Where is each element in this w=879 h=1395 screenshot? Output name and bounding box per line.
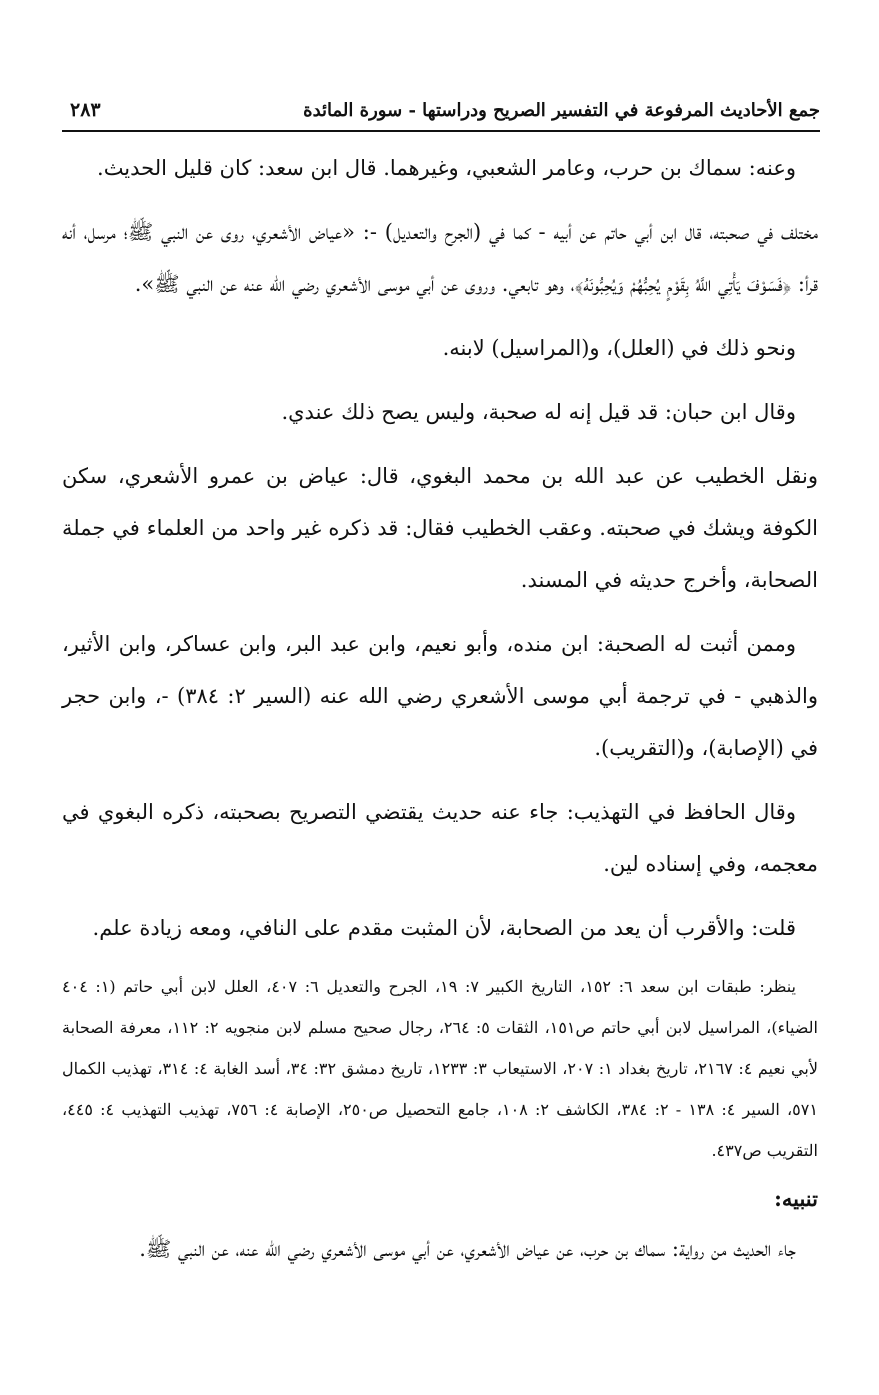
paragraph-ibn-hibban: وقال ابن حبان: قد قيل إنه له صحبة، وليس يصح ذلك عندي. [281, 400, 796, 424]
paragraph-ilal-marasil: ونحو ذلك في (العلل)، و(المراسيل) لابنه. [442, 336, 796, 360]
page-body [62, 142, 818, 1287]
paragraph-conclusion: قلت: والأقرب أن يعد من الصحابة، لأن المثبت مقدم على النافي، ومعه زيادة علم. [92, 916, 796, 940]
paragraph-tahdhib: وقال الحافظ في التهذيب: جاء عنه حديث يقتضي التصريح بصحبته، ذكره البغوي في معجمه، وفي إسناده لين. [62, 800, 818, 876]
paragraph-affirmers: وممن أثبت له الصحبة: ابن منده، وأبو نعيم، وابن عبد البر، وابن عساكر، وابن الأثير، والذهبي - في ترجمة أبي موسى الأشعري رضي الله عنه (السير ٢: ٣٨٤) -، وابن حجر في (الإصابة)، و(التقريب). [62, 632, 818, 760]
page-header [62, 96, 820, 132]
paragraph-khatib: ونقل الخطيب عن عبد الله بن محمد البغوي، قال: عياض بن عمرو الأشعري، سكن الكوفة ويشك في صحبته. وعقب الخطيب فقال: قد ذكره غير واحد من العلماء في جملة الصحابة، وأخرج حديثه في المسند. [62, 464, 818, 592]
page-number: ٢٨٣ [70, 99, 101, 121]
references-paragraph: ينظر: طبقات ابن سعد ٦: ١٥٢، التاريخ الكبير ٧: ١٩، الجرح والتعديل ٦: ٤٠٧، العلل لابن أبي حاتم (١: ٤٠٤ الضياء)، المراسيل لابن أبي حاتم ص١٥١، الثقات ٥: ٢٦٤، رجال صحيح مسلم لابن منجويه ٢: ١١٢، معرفة الصحابة لأبي نعيم ٤: ٢١٦٧، تاريخ بغداد ١: ٢٠٧، الاستيعاب ٣: ١٢٣٣، تاريخ دمشق ٣٢: ٣٤، أسد الغابة ٤: ٣١٤، تهذيب الكمال ٥٧١، السير ٤: ١٣٨ - ٢: ٣٨٤، الكاشف ٢: ١٠٨، جامع التحصيل ص٢٥٠، الإصابة ٤: ٧٥٦، تهذيب التهذيب ٤: ٤٤٥، التقريب ص٤٣٧. [62, 977, 818, 1160]
paragraph-companionship-dispute: مختلف في صحبته، قال ابن أبي حاتم عن أبيه - كما في (الجرح والتعديل) -: «عياض الأشعري، روى عن النبي ﷺ؛ مرسل، أنه قرأ: ﴿فَسَوْفَ يَأْتِي اللَّهُ بِقَوْمٍ يُحِبُّهُمْ وَيُحِبُّونَهُ﴾، وهو تابعي. وروى عن أبي موسى الأشعري رضي الله عنه عن النبي ﷺ». [62, 220, 818, 296]
running-title: جمع الأحاديث المرفوعة في التفسير الصريح ودراستها - سورة المائدة [303, 100, 820, 121]
notice-text: جاء الحديث من رواية: سماك بن حرب، عن عياض الأشعري، عن أبي موسى الأشعري رضي الله عنه، عن النبي ﷺ. [139, 1237, 796, 1261]
paragraph-narrators: وعنه: سماك بن حرب، وعامر الشعبي، وغيرهما. قال ابن سعد: كان قليل الحديث. [97, 156, 796, 180]
notice-title: تنبيه: [774, 1186, 818, 1211]
